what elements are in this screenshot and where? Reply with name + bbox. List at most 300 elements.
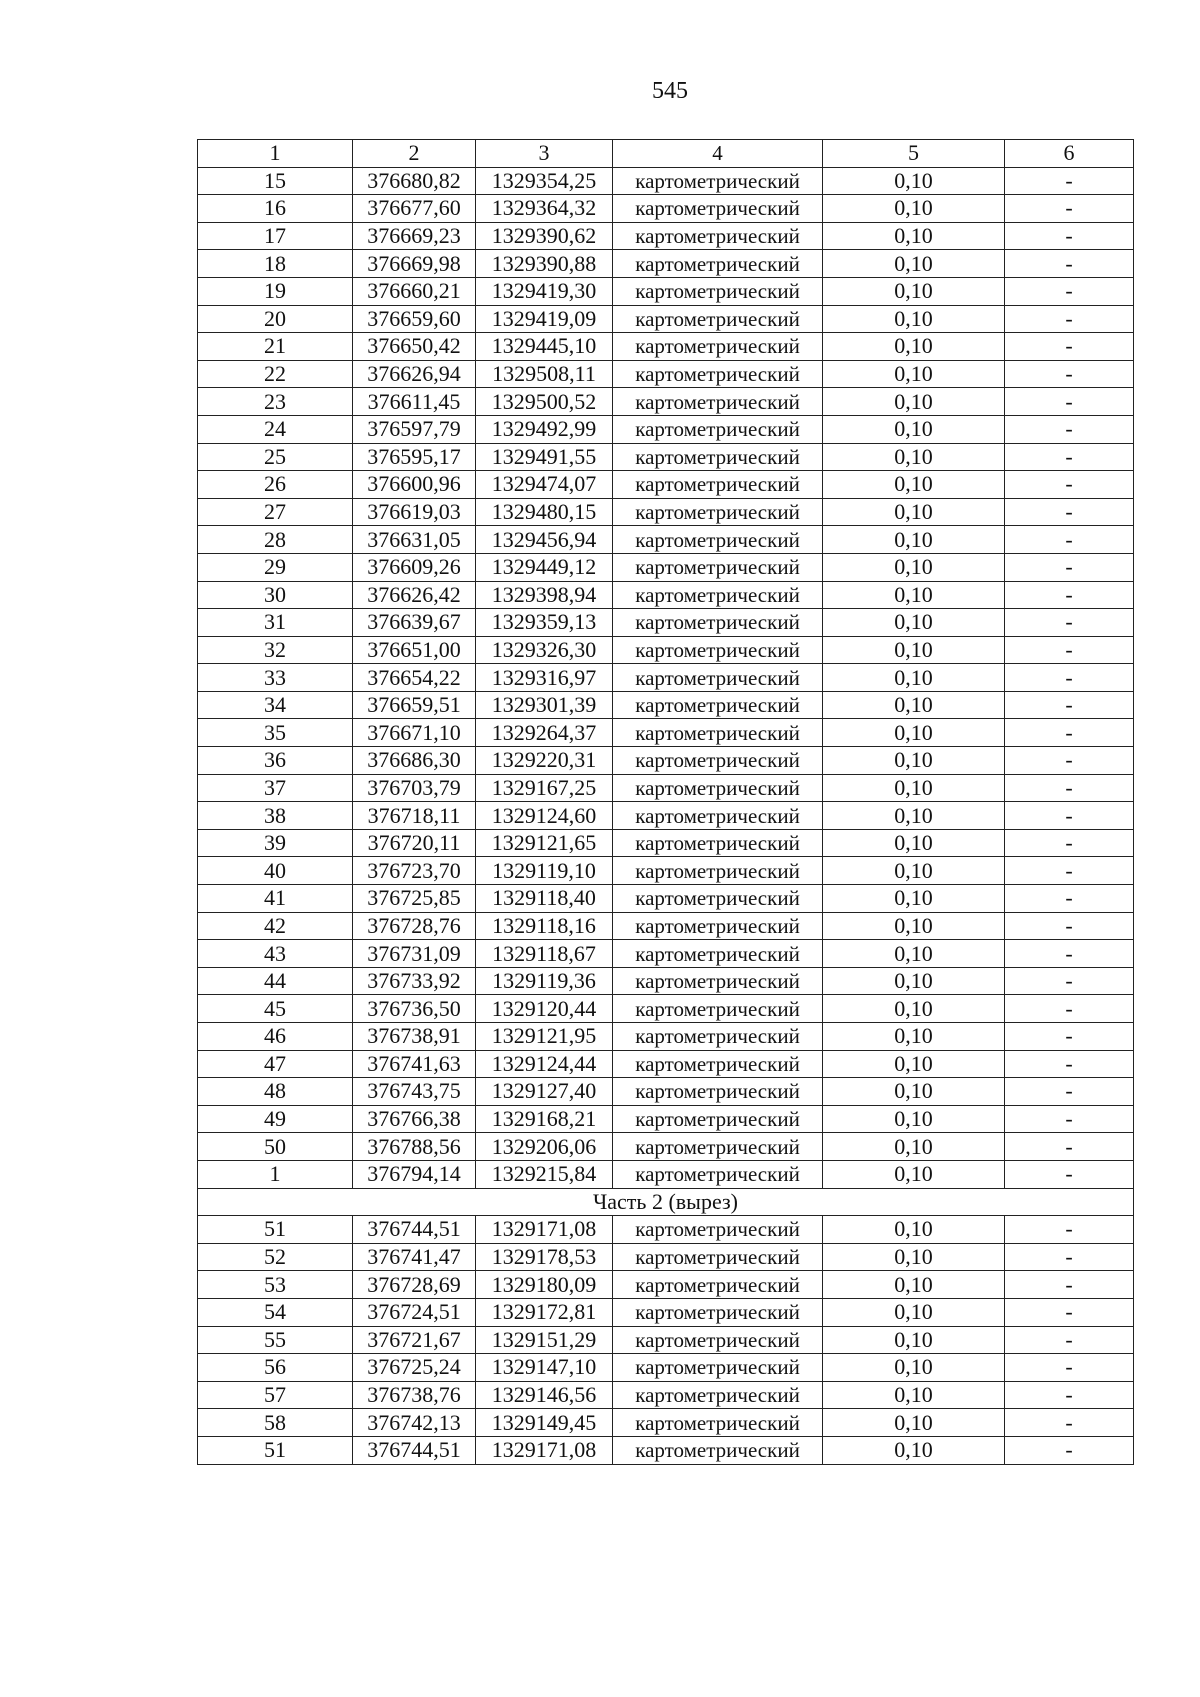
cell-col-2: 376741,47	[353, 1243, 476, 1271]
cell-col-3: 1329491,55	[476, 443, 613, 471]
table-row	[198, 912, 1134, 940]
table-row	[198, 388, 1134, 416]
cell-col-5: 0,10	[823, 1133, 1005, 1161]
cell-col-2: 376669,23	[353, 222, 476, 250]
table-row	[198, 1271, 1134, 1299]
cell-col-3: 1329390,62	[476, 222, 613, 250]
cell-col-1: 19	[198, 277, 353, 305]
cell-col-6: -	[1005, 1050, 1134, 1078]
cell-col-2: 376626,94	[353, 360, 476, 388]
cell-col-2: 376766,38	[353, 1105, 476, 1133]
cell-col-1: 45	[198, 995, 353, 1023]
cell-col-6: -	[1005, 305, 1134, 333]
cell-col-4: картометрический	[613, 940, 823, 968]
cell-col-2: 376725,24	[353, 1354, 476, 1382]
cell-col-4: картометрический	[613, 719, 823, 747]
cell-col-2: 376728,69	[353, 1271, 476, 1299]
cell-col-2: 376703,79	[353, 774, 476, 802]
cell-col-5: 0,10	[823, 553, 1005, 581]
table-row	[198, 250, 1134, 278]
table-row	[198, 1050, 1134, 1078]
cell-col-2: 376686,30	[353, 747, 476, 775]
cell-col-2: 376677,60	[353, 195, 476, 223]
table-row	[198, 1381, 1134, 1409]
cell-col-6: -	[1005, 940, 1134, 968]
cell-col-3: 1329178,53	[476, 1243, 613, 1271]
cell-col-2: 376660,21	[353, 277, 476, 305]
cell-col-5: 0,10	[823, 1160, 1005, 1188]
cell-col-3: 1329215,84	[476, 1160, 613, 1188]
coordinates-table	[197, 139, 1134, 1465]
cell-col-5: 0,10	[823, 195, 1005, 223]
cell-col-3: 1329119,10	[476, 857, 613, 885]
cell-col-4: картометрический	[613, 526, 823, 554]
table-row	[198, 1105, 1134, 1133]
cell-col-6: -	[1005, 857, 1134, 885]
cell-col-4: картометрический	[613, 747, 823, 775]
table-row	[198, 1078, 1134, 1106]
cell-col-4: картометрический	[613, 1050, 823, 1078]
cell-col-5: 0,10	[823, 967, 1005, 995]
cell-col-1: 27	[198, 498, 353, 526]
cell-col-2: 376742,13	[353, 1409, 476, 1437]
page-number: 545	[652, 78, 688, 104]
cell-col-5: 0,10	[823, 1271, 1005, 1299]
cell-col-4: картометрический	[613, 995, 823, 1023]
header-row	[198, 140, 1134, 168]
cell-col-1: 30	[198, 581, 353, 609]
cell-col-3: 1329220,31	[476, 747, 613, 775]
cell-col-4: картометрический	[613, 1133, 823, 1161]
cell-col-6: -	[1005, 664, 1134, 692]
table-row	[198, 857, 1134, 885]
cell-col-5: 0,10	[823, 636, 1005, 664]
cell-col-1: 38	[198, 802, 353, 830]
cell-col-6: -	[1005, 1436, 1134, 1464]
cell-col-3: 1329171,08	[476, 1436, 613, 1464]
cell-col-1: 17	[198, 222, 353, 250]
cell-col-1: 51	[198, 1216, 353, 1244]
cell-col-5: 0,10	[823, 857, 1005, 885]
cell-col-4: картометрический	[613, 609, 823, 637]
table-row	[198, 1243, 1134, 1271]
cell-col-1: 16	[198, 195, 353, 223]
cell-col-5: 0,10	[823, 360, 1005, 388]
cell-col-5: 0,10	[823, 940, 1005, 968]
cell-col-1: 26	[198, 471, 353, 499]
cell-col-1: 28	[198, 526, 353, 554]
table-row	[198, 360, 1134, 388]
cell-col-2: 376731,09	[353, 940, 476, 968]
table-row	[198, 829, 1134, 857]
table-row	[198, 1354, 1134, 1382]
cell-col-3: 1329119,36	[476, 967, 613, 995]
cell-col-5: 0,10	[823, 526, 1005, 554]
table-row	[198, 885, 1134, 913]
cell-col-4: картометрический	[613, 305, 823, 333]
cell-col-2: 376723,70	[353, 857, 476, 885]
cell-col-1: 42	[198, 912, 353, 940]
cell-col-6: -	[1005, 443, 1134, 471]
cell-col-6: -	[1005, 1105, 1134, 1133]
cell-col-2: 376720,11	[353, 829, 476, 857]
cell-col-1: 37	[198, 774, 353, 802]
cell-col-6: -	[1005, 636, 1134, 664]
cell-col-5: 0,10	[823, 167, 1005, 195]
cell-col-2: 376741,63	[353, 1050, 476, 1078]
table-row	[198, 802, 1134, 830]
cell-col-3: 1329354,25	[476, 167, 613, 195]
cell-col-1: 1	[198, 1160, 353, 1188]
cell-col-1: 21	[198, 333, 353, 361]
cell-col-6: -	[1005, 1243, 1134, 1271]
cell-col-2: 376651,00	[353, 636, 476, 664]
table-row	[198, 1216, 1134, 1244]
table-row	[198, 443, 1134, 471]
cell-col-4: картометрический	[613, 1381, 823, 1409]
cell-col-5: 0,10	[823, 1381, 1005, 1409]
cell-col-2: 376609,26	[353, 553, 476, 581]
cell-col-2: 376721,67	[353, 1326, 476, 1354]
cell-col-1: 23	[198, 388, 353, 416]
cell-col-3: 1329419,30	[476, 277, 613, 305]
cell-col-6: -	[1005, 747, 1134, 775]
table-row	[198, 1133, 1134, 1161]
cell-col-4: картометрический	[613, 471, 823, 499]
cell-col-3: 1329180,09	[476, 1271, 613, 1299]
cell-col-4: картометрический	[613, 1078, 823, 1106]
cell-col-5: 0,10	[823, 581, 1005, 609]
cell-col-3: 1329419,09	[476, 305, 613, 333]
cell-col-1: 51	[198, 1436, 353, 1464]
table-row	[198, 526, 1134, 554]
cell-col-3: 1329127,40	[476, 1078, 613, 1106]
cell-col-3: 1329124,60	[476, 802, 613, 830]
cell-col-3: 1329264,37	[476, 719, 613, 747]
cell-col-4: картометрический	[613, 774, 823, 802]
cell-col-6: -	[1005, 388, 1134, 416]
cell-col-1: 1	[198, 140, 353, 168]
cell-col-6: -	[1005, 1298, 1134, 1326]
cell-col-4: картометрический	[613, 360, 823, 388]
cell-col-5: 0,10	[823, 1050, 1005, 1078]
cell-col-4: картометрический	[613, 277, 823, 305]
cell-col-2: 376619,03	[353, 498, 476, 526]
cell-col-2: 376743,75	[353, 1078, 476, 1106]
cell-col-5: 0,10	[823, 1078, 1005, 1106]
cell-col-3: 1329398,94	[476, 581, 613, 609]
cell-col-4: картометрический	[613, 1023, 823, 1051]
cell-col-1: 43	[198, 940, 353, 968]
table-row	[198, 636, 1134, 664]
cell-col-6: -	[1005, 802, 1134, 830]
cell-col-5: 0,10	[823, 719, 1005, 747]
cell-col-1: 54	[198, 1298, 353, 1326]
cell-col-4: картометрический	[613, 1216, 823, 1244]
cell-col-1: 39	[198, 829, 353, 857]
table-row	[198, 1326, 1134, 1354]
cell-col-5: 0,10	[823, 885, 1005, 913]
cell-col-4: картометрический	[613, 553, 823, 581]
table-row	[198, 498, 1134, 526]
cell-col-5: 0,10	[823, 1298, 1005, 1326]
cell-col-5: 0,10	[823, 691, 1005, 719]
cell-col-5: 0,10	[823, 1326, 1005, 1354]
cell-col-3: 1329390,88	[476, 250, 613, 278]
cell-col-2: 376650,42	[353, 333, 476, 361]
cell-col-2: 376631,05	[353, 526, 476, 554]
cell-col-1: 49	[198, 1105, 353, 1133]
cell-col-3: 1329168,21	[476, 1105, 613, 1133]
cell-col-2: 376597,79	[353, 415, 476, 443]
cell-col-3: 1329449,12	[476, 553, 613, 581]
table-row	[198, 471, 1134, 499]
cell-col-2: 376626,42	[353, 581, 476, 609]
cell-col-1: 47	[198, 1050, 353, 1078]
cell-col-3: 1329456,94	[476, 526, 613, 554]
cell-col-3: 1329171,08	[476, 1216, 613, 1244]
cell-col-3: 1329118,40	[476, 885, 613, 913]
cell-col-4: картометрический	[613, 167, 823, 195]
table-row	[198, 1298, 1134, 1326]
cell-col-3: 1329359,13	[476, 609, 613, 637]
cell-col-5: 0,10	[823, 1243, 1005, 1271]
cell-col-6: -	[1005, 1271, 1134, 1299]
cell-col-4: картометрический	[613, 443, 823, 471]
cell-col-4: картометрический	[613, 1243, 823, 1271]
cell-col-1: 36	[198, 747, 353, 775]
cell-col-1: 32	[198, 636, 353, 664]
table-row	[198, 774, 1134, 802]
cell-col-4: картометрический	[613, 691, 823, 719]
table-body	[198, 140, 1134, 1465]
cell-col-3: 1329492,99	[476, 415, 613, 443]
cell-col-2: 376788,56	[353, 1133, 476, 1161]
cell-col-3: 1329206,06	[476, 1133, 613, 1161]
cell-col-6: -	[1005, 1354, 1134, 1382]
cell-col-3: 1329474,07	[476, 471, 613, 499]
cell-col-4: картометрический	[613, 415, 823, 443]
cell-col-4: картометрический	[613, 664, 823, 692]
cell-col-1: 55	[198, 1326, 353, 1354]
cell-col-2: 376611,45	[353, 388, 476, 416]
cell-col-4: картометрический	[613, 498, 823, 526]
cell-col-5: 0,10	[823, 277, 1005, 305]
cell-col-5: 0,10	[823, 829, 1005, 857]
cell-col-6: -	[1005, 885, 1134, 913]
cell-col-2: 376744,51	[353, 1216, 476, 1244]
cell-col-3: 1329301,39	[476, 691, 613, 719]
cell-col-3: 1329508,11	[476, 360, 613, 388]
cell-col-6: -	[1005, 691, 1134, 719]
cell-col-6: -	[1005, 222, 1134, 250]
cell-col-4: картометрический	[613, 1354, 823, 1382]
cell-col-2: 2	[353, 140, 476, 168]
cell-col-2: 376595,17	[353, 443, 476, 471]
cell-col-6: -	[1005, 1381, 1134, 1409]
cell-col-5: 0,10	[823, 498, 1005, 526]
cell-col-5: 0,10	[823, 333, 1005, 361]
cell-col-1: 57	[198, 1381, 353, 1409]
cell-col-2: 376671,10	[353, 719, 476, 747]
cell-col-1: 20	[198, 305, 353, 333]
table-row	[198, 691, 1134, 719]
cell-col-3: 1329172,81	[476, 1298, 613, 1326]
cell-col-1: 50	[198, 1133, 353, 1161]
cell-col-2: 376728,76	[353, 912, 476, 940]
cell-col-4: картометрический	[613, 912, 823, 940]
section-row	[198, 1188, 1134, 1216]
cell-col-4: картометрический	[613, 636, 823, 664]
cell-col-4: картометрический	[613, 829, 823, 857]
cell-col-3: 1329124,44	[476, 1050, 613, 1078]
cell-col-1: 48	[198, 1078, 353, 1106]
cell-col-6: -	[1005, 471, 1134, 499]
cell-col-3: 1329149,45	[476, 1409, 613, 1437]
cell-col-6: -	[1005, 1078, 1134, 1106]
cell-col-2: 376659,60	[353, 305, 476, 333]
cell-col-3: 1329146,56	[476, 1381, 613, 1409]
cell-col-2: 376639,67	[353, 609, 476, 637]
table-row	[198, 1409, 1134, 1437]
cell-col-4: картометрический	[613, 581, 823, 609]
cell-col-6: -	[1005, 1409, 1134, 1437]
cell-col-2: 376724,51	[353, 1298, 476, 1326]
cell-col-1: 53	[198, 1271, 353, 1299]
cell-col-4: картометрический	[613, 967, 823, 995]
table-row	[198, 167, 1134, 195]
table-row	[198, 581, 1134, 609]
cell-col-1: 44	[198, 967, 353, 995]
cell-col-3: 1329167,25	[476, 774, 613, 802]
cell-col-1: 46	[198, 1023, 353, 1051]
table-row	[198, 277, 1134, 305]
cell-col-2: 376738,91	[353, 1023, 476, 1051]
cell-col-4: картометрический	[613, 388, 823, 416]
cell-col-1: 58	[198, 1409, 353, 1437]
cell-col-3: 3	[476, 140, 613, 168]
cell-col-5: 0,10	[823, 443, 1005, 471]
cell-col-5: 0,10	[823, 1436, 1005, 1464]
cell-col-4: картометрический	[613, 1160, 823, 1188]
cell-col-6: -	[1005, 360, 1134, 388]
cell-col-4: картометрический	[613, 1436, 823, 1464]
table-row	[198, 719, 1134, 747]
cell-col-5: 0,10	[823, 222, 1005, 250]
cell-col-3: 1329151,29	[476, 1326, 613, 1354]
cell-col-6: 6	[1005, 140, 1134, 168]
cell-col-4: картометрический	[613, 802, 823, 830]
cell-col-6: -	[1005, 415, 1134, 443]
table-row	[198, 305, 1134, 333]
cell-col-6: -	[1005, 250, 1134, 278]
cell-col-4: картометрический	[613, 1298, 823, 1326]
cell-col-6: -	[1005, 829, 1134, 857]
cell-col-2: 376654,22	[353, 664, 476, 692]
cell-col-3: 1329445,10	[476, 333, 613, 361]
cell-col-3: 1329121,65	[476, 829, 613, 857]
table-row	[198, 553, 1134, 581]
cell-col-4: картометрический	[613, 195, 823, 223]
cell-col-1: 41	[198, 885, 353, 913]
cell-col-5: 0,10	[823, 471, 1005, 499]
cell-col-2: 376600,96	[353, 471, 476, 499]
table-row	[198, 967, 1134, 995]
cell-col-2: 376736,50	[353, 995, 476, 1023]
cell-col-5: 0,10	[823, 305, 1005, 333]
cell-col-6: -	[1005, 553, 1134, 581]
cell-col-1: 15	[198, 167, 353, 195]
table-row	[198, 609, 1134, 637]
cell-col-5: 0,10	[823, 912, 1005, 940]
cell-col-3: 1329118,16	[476, 912, 613, 940]
cell-col-1: 40	[198, 857, 353, 885]
cell-col-6: -	[1005, 1160, 1134, 1188]
cell-col-6: -	[1005, 167, 1134, 195]
cell-col-5: 0,10	[823, 415, 1005, 443]
cell-col-1: 35	[198, 719, 353, 747]
cell-col-6: -	[1005, 581, 1134, 609]
cell-col-5: 0,10	[823, 774, 1005, 802]
table-row	[198, 664, 1134, 692]
cell-col-4: картометрический	[613, 1409, 823, 1437]
cell-col-5: 0,10	[823, 747, 1005, 775]
cell-col-2: 376725,85	[353, 885, 476, 913]
cell-col-3: 1329120,44	[476, 995, 613, 1023]
cell-col-5: 0,10	[823, 1023, 1005, 1051]
cell-col-5: 5	[823, 140, 1005, 168]
cell-col-5: 0,10	[823, 609, 1005, 637]
cell-col-6: -	[1005, 912, 1134, 940]
cell-col-6: -	[1005, 967, 1134, 995]
cell-col-5: 0,10	[823, 1409, 1005, 1437]
cell-col-6: -	[1005, 498, 1134, 526]
cell-col-1: 24	[198, 415, 353, 443]
section-title: Часть 2 (вырез)	[198, 1188, 1134, 1216]
cell-col-6: -	[1005, 333, 1134, 361]
table-row	[198, 195, 1134, 223]
cell-col-5: 0,10	[823, 1216, 1005, 1244]
table-row	[198, 1436, 1134, 1464]
cell-col-5: 0,10	[823, 664, 1005, 692]
table-row	[198, 333, 1134, 361]
cell-col-3: 1329326,30	[476, 636, 613, 664]
cell-col-5: 0,10	[823, 250, 1005, 278]
cell-col-4: картометрический	[613, 1105, 823, 1133]
cell-col-6: -	[1005, 277, 1134, 305]
cell-col-6: -	[1005, 1326, 1134, 1354]
cell-col-3: 1329121,95	[476, 1023, 613, 1051]
cell-col-3: 1329118,67	[476, 940, 613, 968]
table-row	[198, 1023, 1134, 1051]
cell-col-4: картометрический	[613, 857, 823, 885]
cell-col-5: 0,10	[823, 1354, 1005, 1382]
cell-col-5: 0,10	[823, 995, 1005, 1023]
cell-col-5: 0,10	[823, 802, 1005, 830]
cell-col-4: картометрический	[613, 333, 823, 361]
cell-col-2: 376680,82	[353, 167, 476, 195]
cell-col-1: 29	[198, 553, 353, 581]
cell-col-4: картометрический	[613, 222, 823, 250]
cell-col-1: 52	[198, 1243, 353, 1271]
cell-col-6: -	[1005, 195, 1134, 223]
cell-col-5: 0,10	[823, 388, 1005, 416]
table-row	[198, 747, 1134, 775]
cell-col-3: 1329480,15	[476, 498, 613, 526]
cell-col-1: 18	[198, 250, 353, 278]
cell-col-1: 25	[198, 443, 353, 471]
cell-col-6: -	[1005, 774, 1134, 802]
